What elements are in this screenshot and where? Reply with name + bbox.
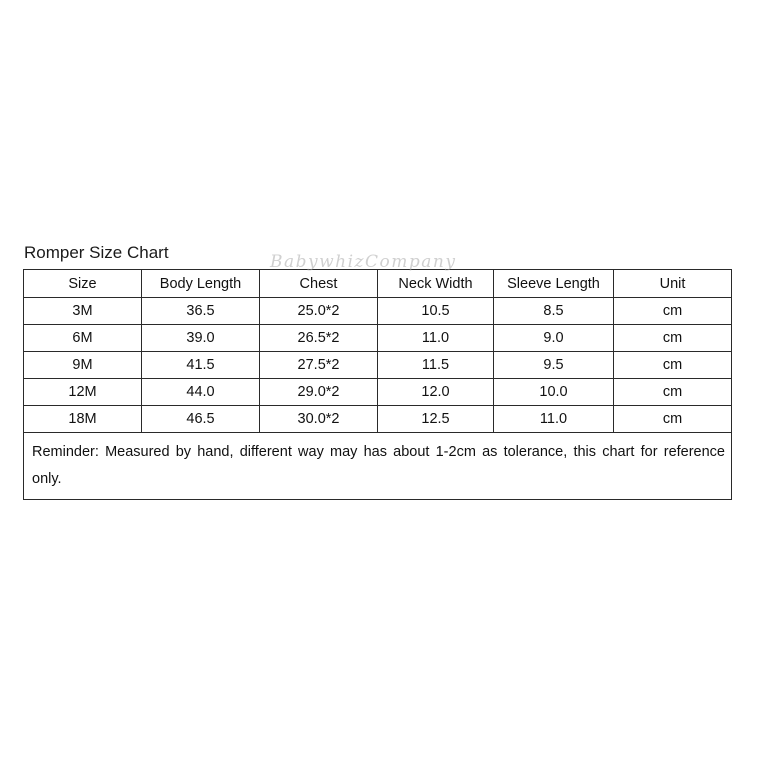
cell-unit: cm [614, 379, 732, 406]
cell-unit: cm [614, 352, 732, 379]
chart-title: Romper Size Chart [24, 243, 169, 262]
cell-chest: 30.0*2 [260, 406, 378, 433]
size-chart-table [23, 269, 732, 500]
cell-unit: cm [614, 325, 732, 352]
cell-size: 6M [24, 325, 142, 352]
cell-body-length: 41.5 [142, 352, 260, 379]
cell-body-length: 44.0 [142, 379, 260, 406]
cell-size: 3M [24, 298, 142, 325]
cell-size: 18M [24, 406, 142, 433]
cell-body-length: 36.5 [142, 298, 260, 325]
cell-sleeve-length: 11.0 [494, 406, 614, 433]
cell-body-length: 39.0 [142, 325, 260, 352]
cell-sleeve-length: 8.5 [494, 298, 614, 325]
table-header-row [24, 270, 732, 298]
reminder-note: Reminder: Measured by hand, different way may has about 1-2cm as tolerance, this chart for reference only. [24, 433, 732, 500]
header-body-length: Body Length [142, 270, 260, 298]
header-chest: Chest [260, 270, 378, 298]
cell-neck-width: 11.5 [378, 352, 494, 379]
header-size: Size [24, 270, 142, 298]
cell-chest: 25.0*2 [260, 298, 378, 325]
cell-unit: cm [614, 298, 732, 325]
cell-chest: 29.0*2 [260, 379, 378, 406]
header-sleeve-length: Sleeve Length [494, 270, 614, 298]
cell-body-length: 46.5 [142, 406, 260, 433]
header-neck-width: Neck Width [378, 270, 494, 298]
cell-sleeve-length: 9.0 [494, 325, 614, 352]
table-row [24, 406, 732, 433]
cell-neck-width: 12.0 [378, 379, 494, 406]
table-row [24, 379, 732, 406]
table-row [24, 352, 732, 379]
cell-neck-width: 10.5 [378, 298, 494, 325]
cell-chest: 27.5*2 [260, 352, 378, 379]
cell-chest: 26.5*2 [260, 325, 378, 352]
cell-size: 12M [24, 379, 142, 406]
reminder-row [24, 433, 732, 500]
table-row [24, 298, 732, 325]
cell-sleeve-length: 9.5 [494, 352, 614, 379]
header-unit: Unit [614, 270, 732, 298]
cell-unit: cm [614, 406, 732, 433]
cell-neck-width: 11.0 [378, 325, 494, 352]
cell-neck-width: 12.5 [378, 406, 494, 433]
table-row [24, 325, 732, 352]
watermark-text: BabywhizCompany [270, 252, 457, 272]
cell-size: 9M [24, 352, 142, 379]
cell-sleeve-length: 10.0 [494, 379, 614, 406]
